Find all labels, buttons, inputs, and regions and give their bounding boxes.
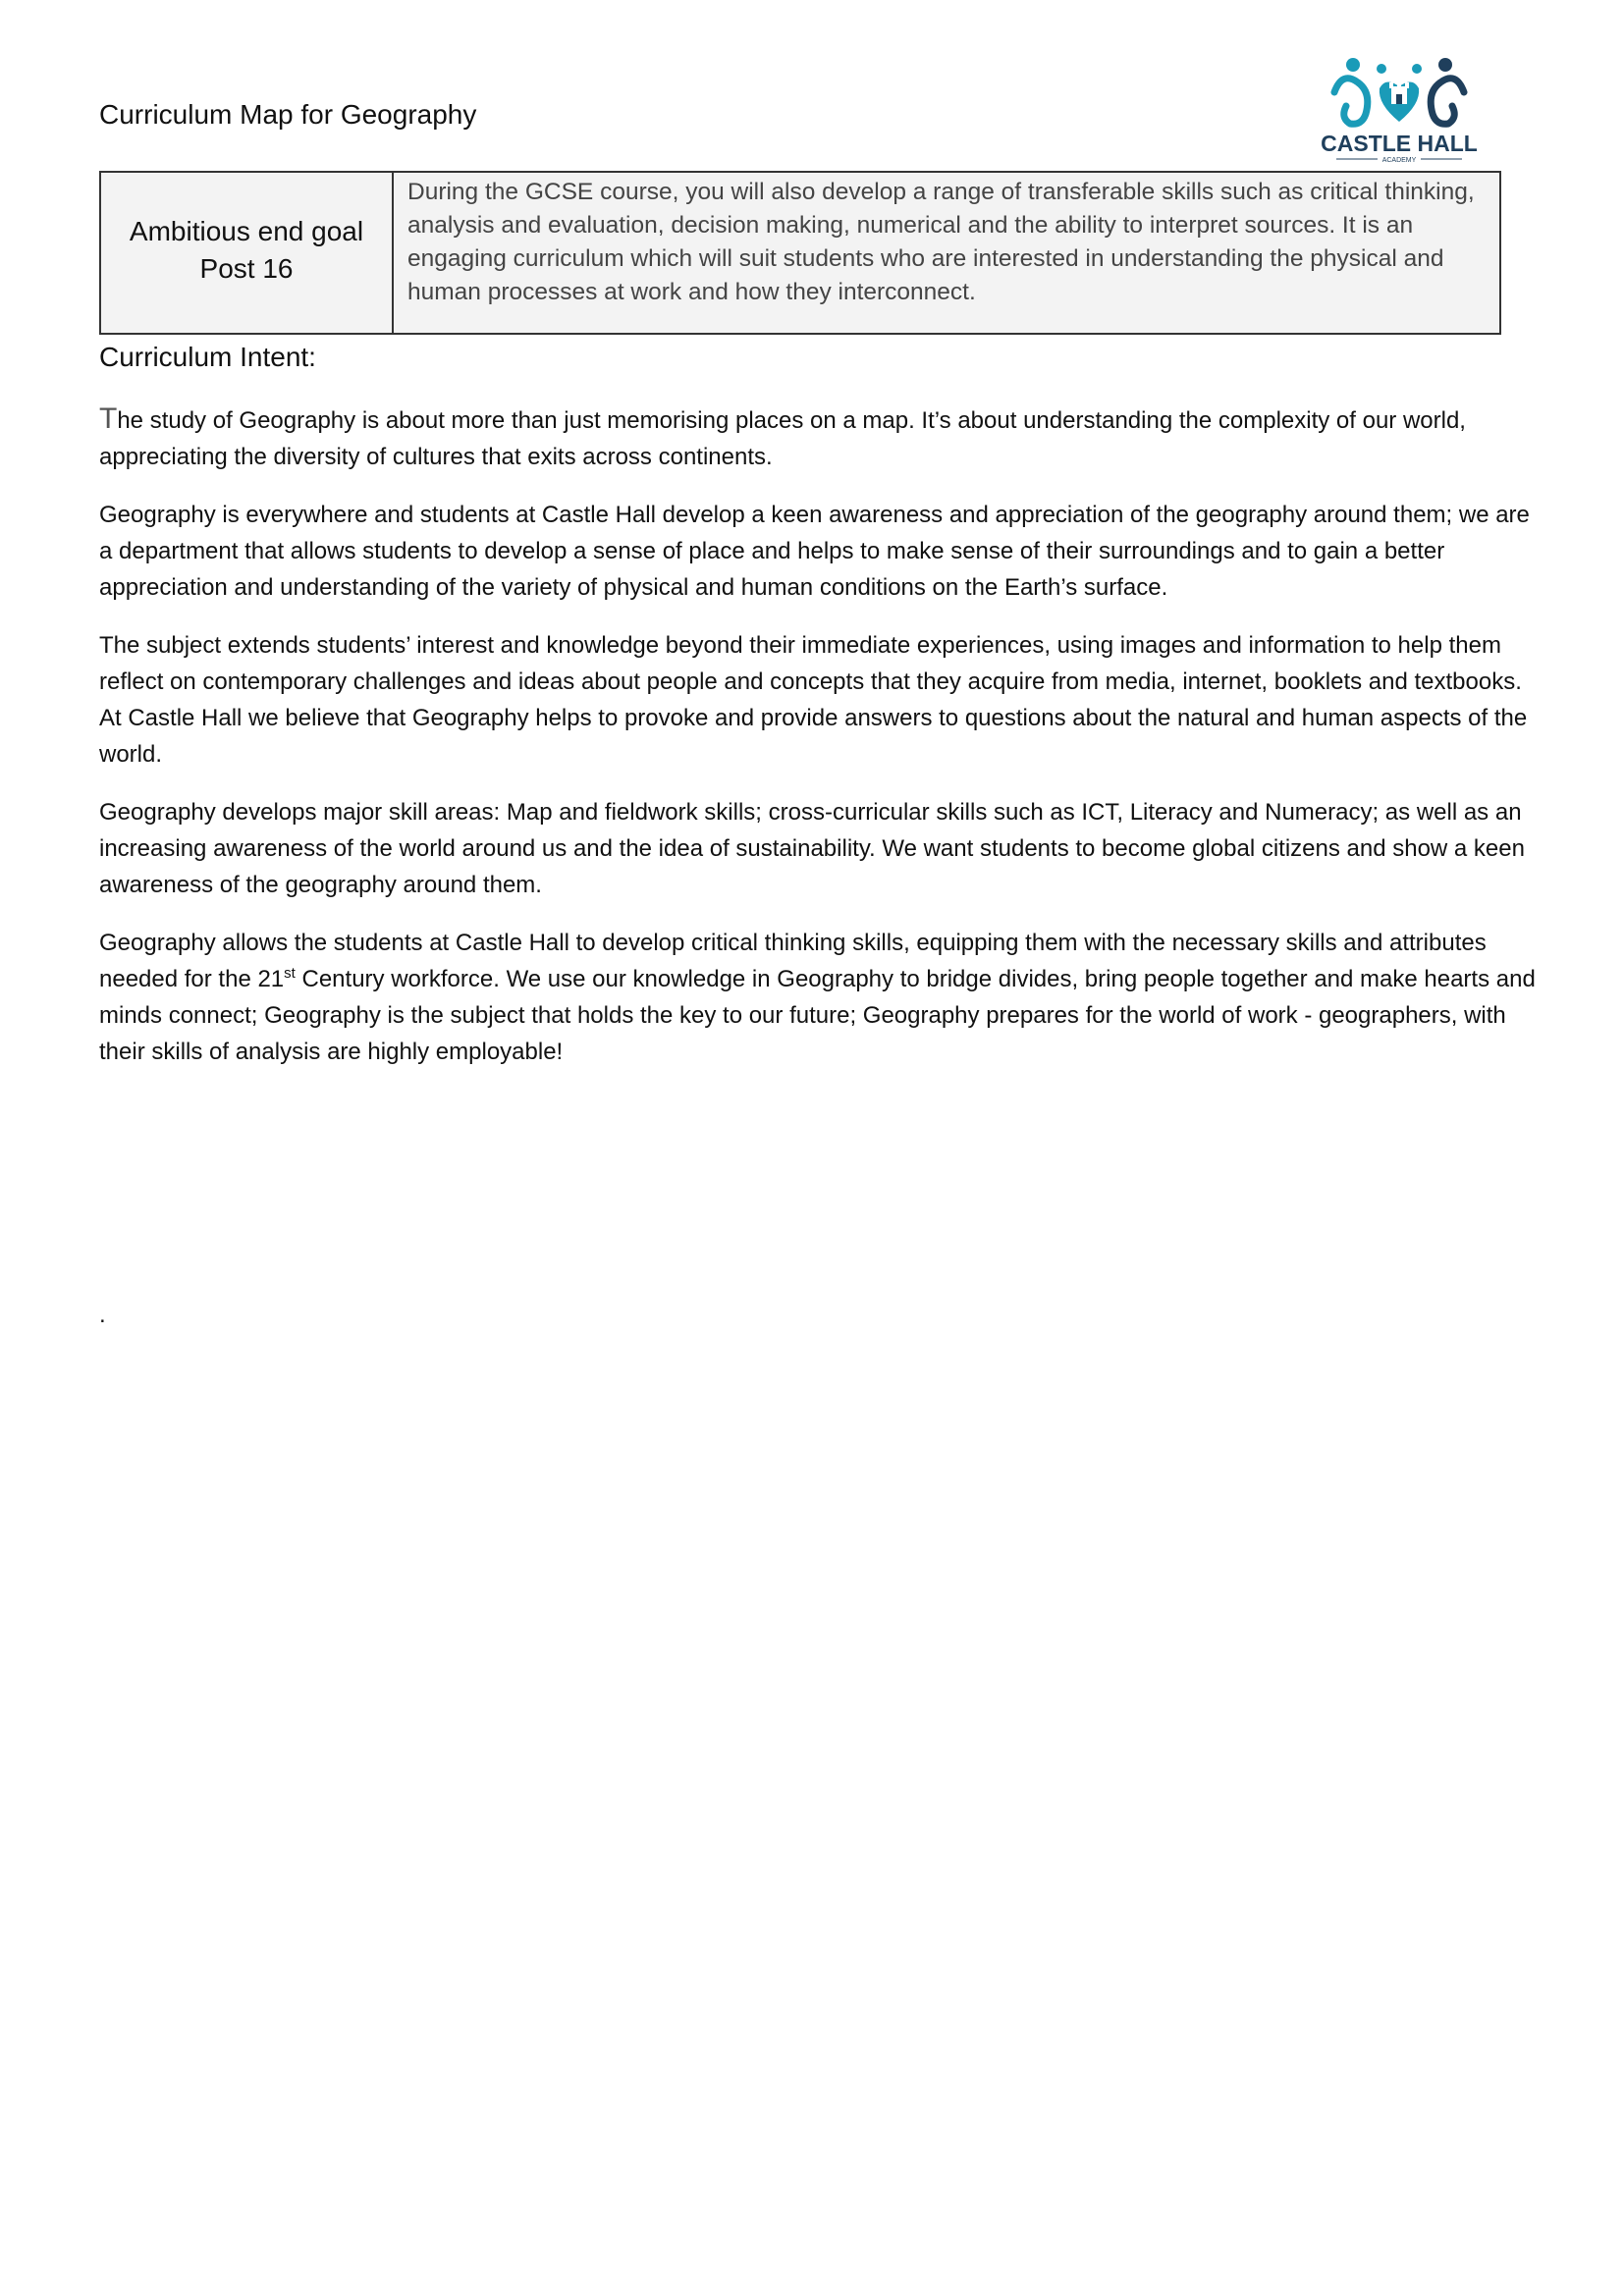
ambitious-goal-table bbox=[99, 171, 1501, 335]
goal-description-cell: During the GCSE course, you will also develop a range of transferable skills such as critical thinking, analysis and evaluation, decision making, numerical and the ability to interpret sources. It is an engaging curriculum which will suit students who are interested in understanding the physical and human processes at work and how they interconnect. bbox=[407, 179, 1475, 305]
intent-paragraph-1 bbox=[99, 400, 1543, 475]
page-title: Curriculum Map for Geography bbox=[99, 99, 477, 130]
intent-paragraph-3: The subject extends students’ interest and knowledge beyond their immediate experiences, using images and information to help them reflect on contemporary challenges and ideas about people and concepts that they acquire from media, internet, booklets and textbooks. At Castle Hall we believe that Geography helps to provoke and provide answers to questions about the natural and human aspects of the world. bbox=[99, 632, 1528, 768]
logo-figures-icon bbox=[1334, 58, 1464, 124]
stray-period: . bbox=[99, 1302, 106, 1328]
logo-text: CASTLE HALL bbox=[1321, 131, 1478, 156]
intent-paragraph-5 bbox=[99, 925, 1543, 1070]
intent-dropcap: T bbox=[99, 402, 118, 435]
curriculum-intent-heading: Curriculum Intent: bbox=[99, 342, 316, 372]
goal-label-cell bbox=[101, 173, 394, 333]
goal-label-line1: Ambitious end goal bbox=[129, 215, 364, 246]
intent-paragraph-5-part1: Geography allows the students at Castle Hall to develop critical thinking skills, equipping them with the necessary skills and attributes needed for the 21 bbox=[99, 930, 1487, 992]
goal-label-line2: Post 16 bbox=[199, 252, 294, 284]
intent-paragraph-2: Geography is everywhere and students at Castle Hall develop a keen awareness and appreciation of the geography around them; we are a department that allows students to develop a sense of place and helps to make sense of their surroundings and to gain a better appreciation and understanding of the variety of physical and human conditions on the Earth’s surface. bbox=[99, 502, 1530, 601]
intent-paragraph-5-part2: Century workforce. We use our knowledge in Geography to bridge divides, bring people together and make hearts and minds connect; Geography is the subject that holds the key to our future; Geography prepares for the world of work - geographers, with their skills of analysis are highly employable! bbox=[99, 966, 1536, 1065]
intent-paragraph-5-sup: st bbox=[284, 965, 296, 982]
castle-hall-logo bbox=[1321, 53, 1478, 171]
intent-paragraph-1-text: he study of Geography is about more than just memorising places on a map. It’s about understanding the complexity of our world, appreciating the diversity of cultures that exits across continents. bbox=[99, 407, 1466, 470]
logo-subtext: ACADEMY bbox=[1381, 157, 1417, 164]
intent-paragraph-4: Geography develops major skill areas: Map and fieldwork skills; cross-curricular skills such as ICT, Literacy and Numeracy; as well as an increasing awareness of the world around us and the idea of sustainability. We want students to become global citizens and show a keen awareness of the geography around them. bbox=[99, 799, 1525, 898]
curriculum-intent-body bbox=[99, 400, 1543, 1092]
